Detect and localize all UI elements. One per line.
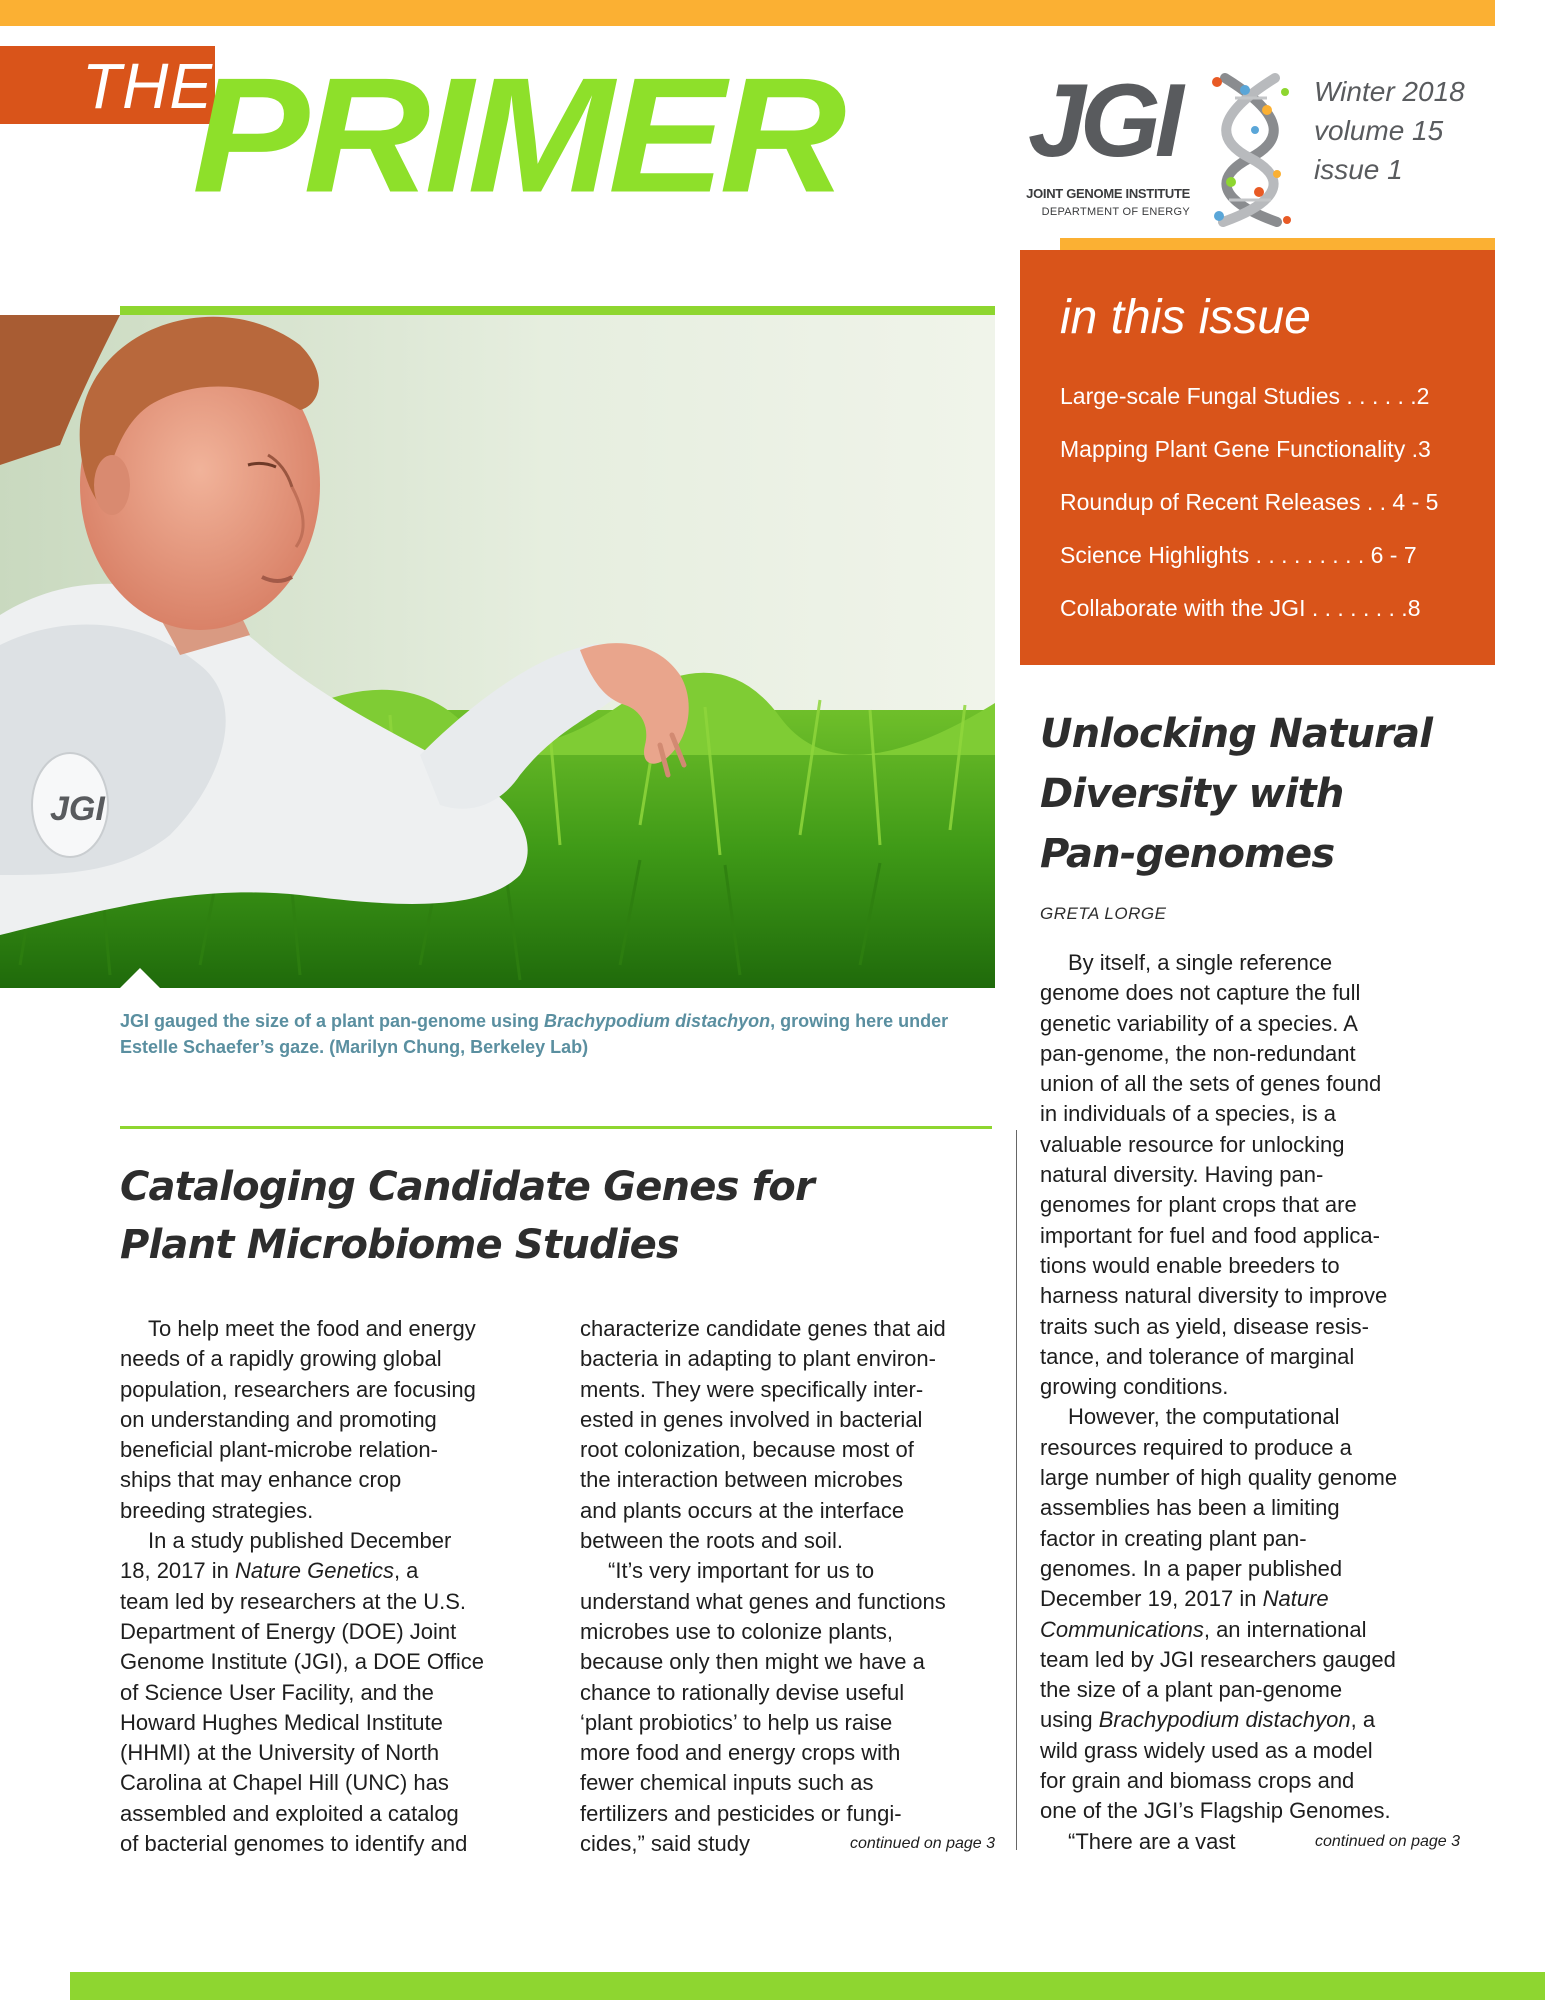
issue-season: Winter 2018 bbox=[1314, 76, 1465, 107]
top-color-bar bbox=[0, 0, 1495, 26]
photo-top-rule bbox=[120, 306, 995, 315]
side-story-body: By itself, a single reference genome does not capture the full genetic variability of a species. A pan-genome, the non-redundant union of all the sets of genes found in individuals of a species, is a valuable resource for unlocking natural diversity. Having pan- genomes for plant crops that are important for fuel and food applica- tions would enable breeders to harness natural diversity to improve traits such as yield, disease resis- tance, and tolerance of marginal growing conditions. However, the computational resources required to produce a large number of high quality genome assemblies has been a limiting factor in creating plant pan- genomes. In a paper published December 19, 2017 in Nature Communications, an international team led by JGI researchers gauged the size of a plant pan-genome using Brachypodium distachyon, a wild grass widely used as a model for grain and biomass crops and one of the JGI’s Flagship Genomes. “There are a vast continued on page 3 bbox=[1040, 948, 1460, 1857]
jgi-logo-department: DEPARTMENT OF ENERGY bbox=[1041, 206, 1190, 218]
toc-item-plant-gene-functionality[interactable]: Mapping Plant Gene Functionality .3 bbox=[1060, 436, 1431, 462]
main-story-headline: Cataloging Candidate Genes for Plant Microbiome Studies bbox=[120, 1164, 814, 1268]
toc-item-fungal-studies[interactable]: Large-scale Fungal Studies . . . . . .2 bbox=[1060, 383, 1430, 409]
side-story-continued-link[interactable]: continued on page 3 bbox=[1314, 1832, 1460, 1850]
toc-item-science-highlights[interactable]: Science Highlights . . . . . . . . . 6 - 7 bbox=[1060, 542, 1417, 568]
toc-list bbox=[1060, 374, 1470, 639]
photo-notch bbox=[120, 968, 160, 988]
toc-item-recent-releases[interactable]: Roundup of Recent Releases . . 4 - 5 bbox=[1060, 489, 1439, 515]
column-divider bbox=[1016, 1130, 1017, 1850]
bottom-color-bar bbox=[70, 1972, 1545, 2000]
main-story-column-1: To help meet the food and energy needs of a rapidly growing global population, researchers are focusing on understanding and promoting beneficial plant-microbe relation- ships that may enhance crop breeding strategies. In a study published December 18, 2017 in Nature Genetics, a team led by researchers at the U.S. Department of Energy (DOE) Joint Genome Institute (JGI), a DOE Office of Science User Facility, and the Howard Hughes Medical Institute (HHMI) at the University of North Carolina at Chapel Hill (UNC) has assembled and exploited a catalog of bacterial genomes to identify and bbox=[120, 1316, 484, 1857]
main-story-column-2: characterize candidate genes that aid bacteria in adapting to plant environ- ments. They were specifically inter- ested in genes involved in bacterial root colonization, because most of the interaction between microbes and plants occurs at the interface between the roots and soil. “It’s very important for us to understand what genes and functions microbes use to colonize plants, because only then might we have a chance to rationally devise useful ‘plant probiotics’ to help us raise more food and energy crops with fewer chemical inputs such as fertilizers and pesticides or fungi- cides,” said study continued on page 3 bbox=[580, 1314, 995, 1859]
masthead-title: PRIMER bbox=[192, 44, 841, 227]
cover-photo bbox=[0, 315, 995, 988]
coat-badge: JGI bbox=[50, 790, 105, 828]
jgi-logo-name: JOINT GENOME INSTITUTE bbox=[1026, 186, 1190, 201]
issue-number: issue 1 bbox=[1314, 154, 1403, 185]
toc-accent-bar bbox=[1060, 238, 1495, 250]
photo-caption: JGI gauged the size of a plant pan-genome using Brachypodium distachyon, growing here under Estelle Schaefer’s gaze. (Marilyn Chung, Berkeley Lab) bbox=[120, 1011, 949, 1057]
main-story-rule bbox=[120, 1126, 992, 1129]
side-story-byline: GRETA LORGE bbox=[1040, 904, 1167, 923]
masthead-the: THE bbox=[82, 50, 213, 122]
toc-heading: in this issue bbox=[1060, 291, 1311, 344]
main-story-continued-link[interactable]: continued on page 3 bbox=[849, 1835, 995, 1853]
issue-volume: volume 15 bbox=[1314, 115, 1444, 146]
issue-info bbox=[1314, 72, 1465, 189]
side-story-headline: Unlocking Natural Diversity with Pan-genomes bbox=[1040, 711, 1433, 877]
dna-helix-icon bbox=[1205, 70, 1295, 230]
jgi-logo-letters: JGI bbox=[1028, 63, 1178, 179]
toc-item-collaborate[interactable]: Collaborate with the JGI . . . . . . . .8 bbox=[1060, 595, 1421, 621]
